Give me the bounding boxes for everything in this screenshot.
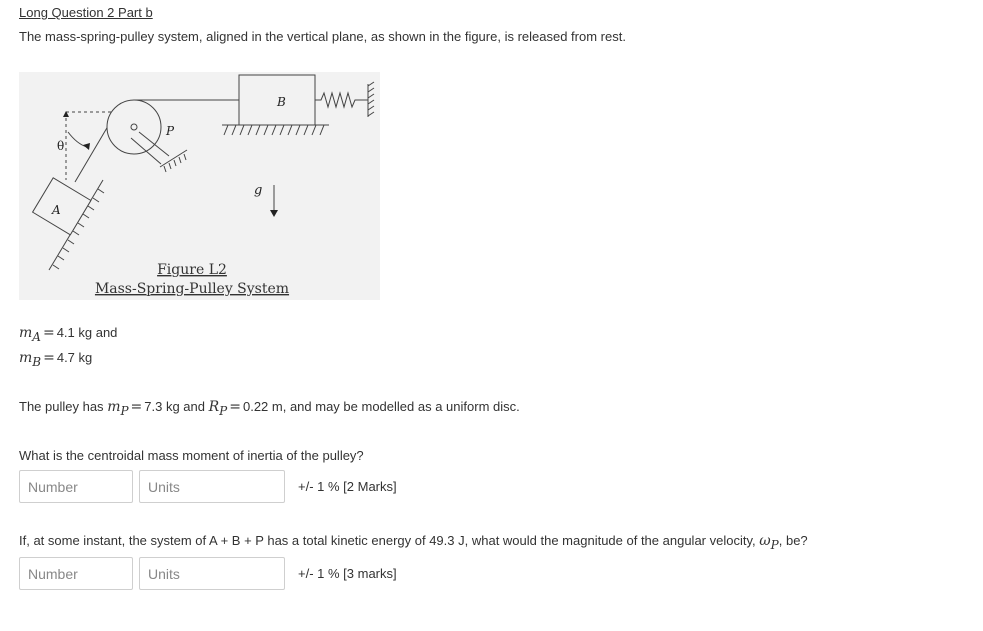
label-g: g (254, 183, 263, 198)
pulley-mass-symbol: $m_P$ (107, 399, 129, 418)
mass-spring-pulley-figure (19, 72, 380, 300)
label-theta: θ (57, 139, 65, 153)
intro-text: The mass-spring-pulley system, aligned in the vertical plane, as shown in the figure, is released from rest. (19, 29, 626, 44)
label-b: B (277, 95, 286, 109)
pulley-properties: The pulley has $m_P = 7.3$ kg and $R_P = 0.22$ m, and may be modelled as a uniform disc. (19, 399, 520, 418)
question-title-link[interactable]: Long Question 2 Part b (19, 5, 153, 20)
mass-a-value: 4.1 kg and (56, 325, 118, 340)
mass-b-given: $m_B = 4.7$ kg (19, 350, 93, 369)
mass-b-symbol: $m_B$ (19, 350, 42, 369)
label-p: P (166, 124, 175, 138)
mass-a-symbol: $m_A$ (19, 325, 41, 344)
question-2-text: If, at some instant, the system of A + B + P has a total kinetic energy of 49.3 J, what would the magnitude of the angular velocity, $\omega_P$, be? (19, 533, 808, 552)
pulley-radius-value: 0.22 m, and may be modelled as a uniform disc. (242, 399, 520, 414)
q2-number-input[interactable] (19, 557, 133, 590)
pulley-radius-symbol: $R_P$ (208, 399, 228, 418)
pulley-disc (107, 100, 161, 154)
q2-tolerance: +/- 1 % [3 marks] (298, 566, 397, 581)
figure-caption-title: Figure L2 (157, 262, 227, 278)
q1-number-input[interactable] (19, 470, 133, 503)
q2-units-input[interactable] (139, 557, 285, 590)
label-a: A (52, 203, 61, 217)
mass-b-value: 4.7 kg (56, 350, 93, 365)
omega-symbol: $\omega_P$ (759, 533, 779, 552)
pulley-mass-value: 7.3 kg and (144, 399, 205, 414)
question-1-text: What is the centroidal mass moment of inertia of the pulley? (19, 448, 364, 463)
figure-caption-subtitle: Mass-Spring-Pulley System (94, 281, 290, 297)
q1-units-input[interactable] (139, 470, 285, 503)
mass-a-given: $m_A = 4.1$ kg and (19, 325, 118, 344)
q1-tolerance: +/- 1 % [2 Marks] (298, 479, 397, 494)
